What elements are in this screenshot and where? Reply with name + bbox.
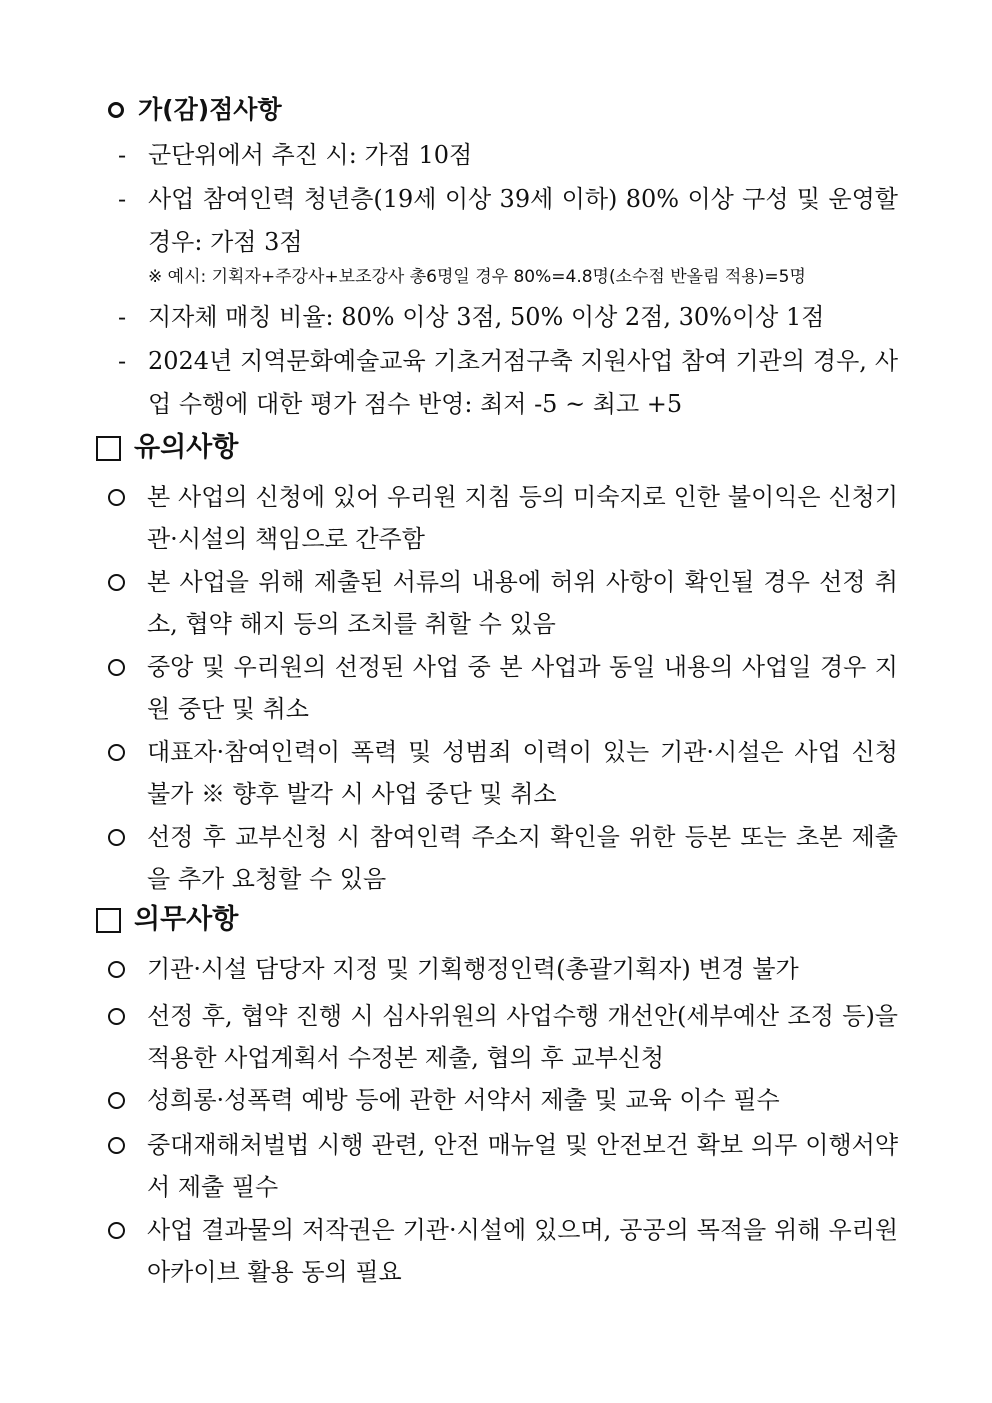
bonus-item: - 2024년 지역문화예술교육 기초거점구축 지원사업 참여 기관의 경우, 사업 수행에 대한 평가 점수 반영: 최저 -5 ~ 최고 +5 — [118, 340, 898, 426]
circle-bullet-icon — [108, 1008, 125, 1025]
duty-item: 성희롱·성폭력 예방 등에 관한 서약서 제출 및 교육 이수 필수 — [108, 1079, 898, 1121]
bonus-item: - 사업 참여인력 청년층(19세 이상 39세 이하) 80% 이상 구성 및 운영할 경우: 가점 3점 — [118, 178, 898, 264]
circle-bullet-icon — [108, 1222, 125, 1239]
duty-item: 사업 결과물의 저작권은 기관·시설에 있으며, 공공의 목적을 위해 우리원 아카이브 활용 동의 필요 — [108, 1209, 898, 1293]
caution-item: 본 사업을 위해 제출된 서류의 내용에 허위 사항이 확인될 경우 선정 취소, 협약 해지 등의 조치를 취할 수 있음 — [108, 561, 898, 645]
dash-bullet-icon: - — [118, 303, 127, 331]
caution-item: 대표자·참여인력이 폭력 및 성범죄 이력이 있는 기관·시설은 사업 신청 불가 ※ 향후 발각 시 사업 중단 및 취소 — [108, 731, 898, 815]
caution-title: 유의사항 — [134, 432, 239, 463]
duty-item: 중대재해처벌법 시행 관련, 안전 매뉴얼 및 안전보건 확보 의무 이행서약서 제출 필수 — [108, 1124, 898, 1208]
circle-bullet-icon — [108, 489, 125, 506]
circle-bullet-icon — [108, 829, 125, 846]
dash-bullet-icon: - — [118, 185, 127, 213]
square-box-icon — [96, 436, 121, 461]
bonus-item: - 지자체 매칭 비율: 80% 이상 3점, 50% 이상 2점, 30%이상 1점 — [118, 296, 898, 339]
bonus-heading-text: 가(감)점사항 — [138, 95, 282, 124]
circle-bullet-icon — [108, 961, 125, 978]
duty-heading — [96, 900, 238, 940]
bonus-example-note: ※ 예시: 기획자+주강사+보조강사 총6명일 경우 80%=4.8명(소수점 반올림 적용)=5명 — [148, 267, 806, 287]
duty-title: 의무사항 — [134, 904, 239, 935]
caution-item: 선정 후 교부신청 시 참여인력 주소지 확인을 위한 등본 또는 초본 제출을 추가 요청할 수 있음 — [108, 816, 898, 900]
bold-circle-bullet-icon — [108, 102, 124, 118]
circle-bullet-icon — [108, 1092, 125, 1109]
circle-bullet-icon — [108, 744, 125, 761]
caution-item: 본 사업의 신청에 있어 우리원 지침 등의 미숙지로 인한 불이익은 신청기관·시설의 책임으로 간주함 — [108, 476, 898, 560]
duty-item: 선정 후, 협약 진행 시 심사위원의 사업수행 개선안(세부예산 조정 등)을 적용한 사업계획서 수정본 제출, 협의 후 교부신청 — [108, 995, 898, 1079]
caution-item: 중앙 및 우리원의 선정된 사업 중 본 사업과 동일 내용의 사업일 경우 지원 중단 및 취소 — [108, 646, 898, 730]
square-box-icon — [96, 908, 121, 933]
dash-bullet-icon: - — [118, 141, 127, 169]
circle-bullet-icon — [108, 1137, 125, 1154]
duty-item: 기관·시설 담당자 지정 및 기획행정인력(총괄기획자) 변경 불가 — [108, 948, 898, 990]
bonus-item: - 군단위에서 추진 시: 가점 10점 — [118, 134, 898, 177]
circle-bullet-icon — [108, 659, 125, 676]
caution-heading — [96, 428, 238, 468]
dash-bullet-icon: - — [118, 347, 127, 375]
bonus-heading — [108, 92, 282, 128]
circle-bullet-icon — [108, 574, 125, 591]
